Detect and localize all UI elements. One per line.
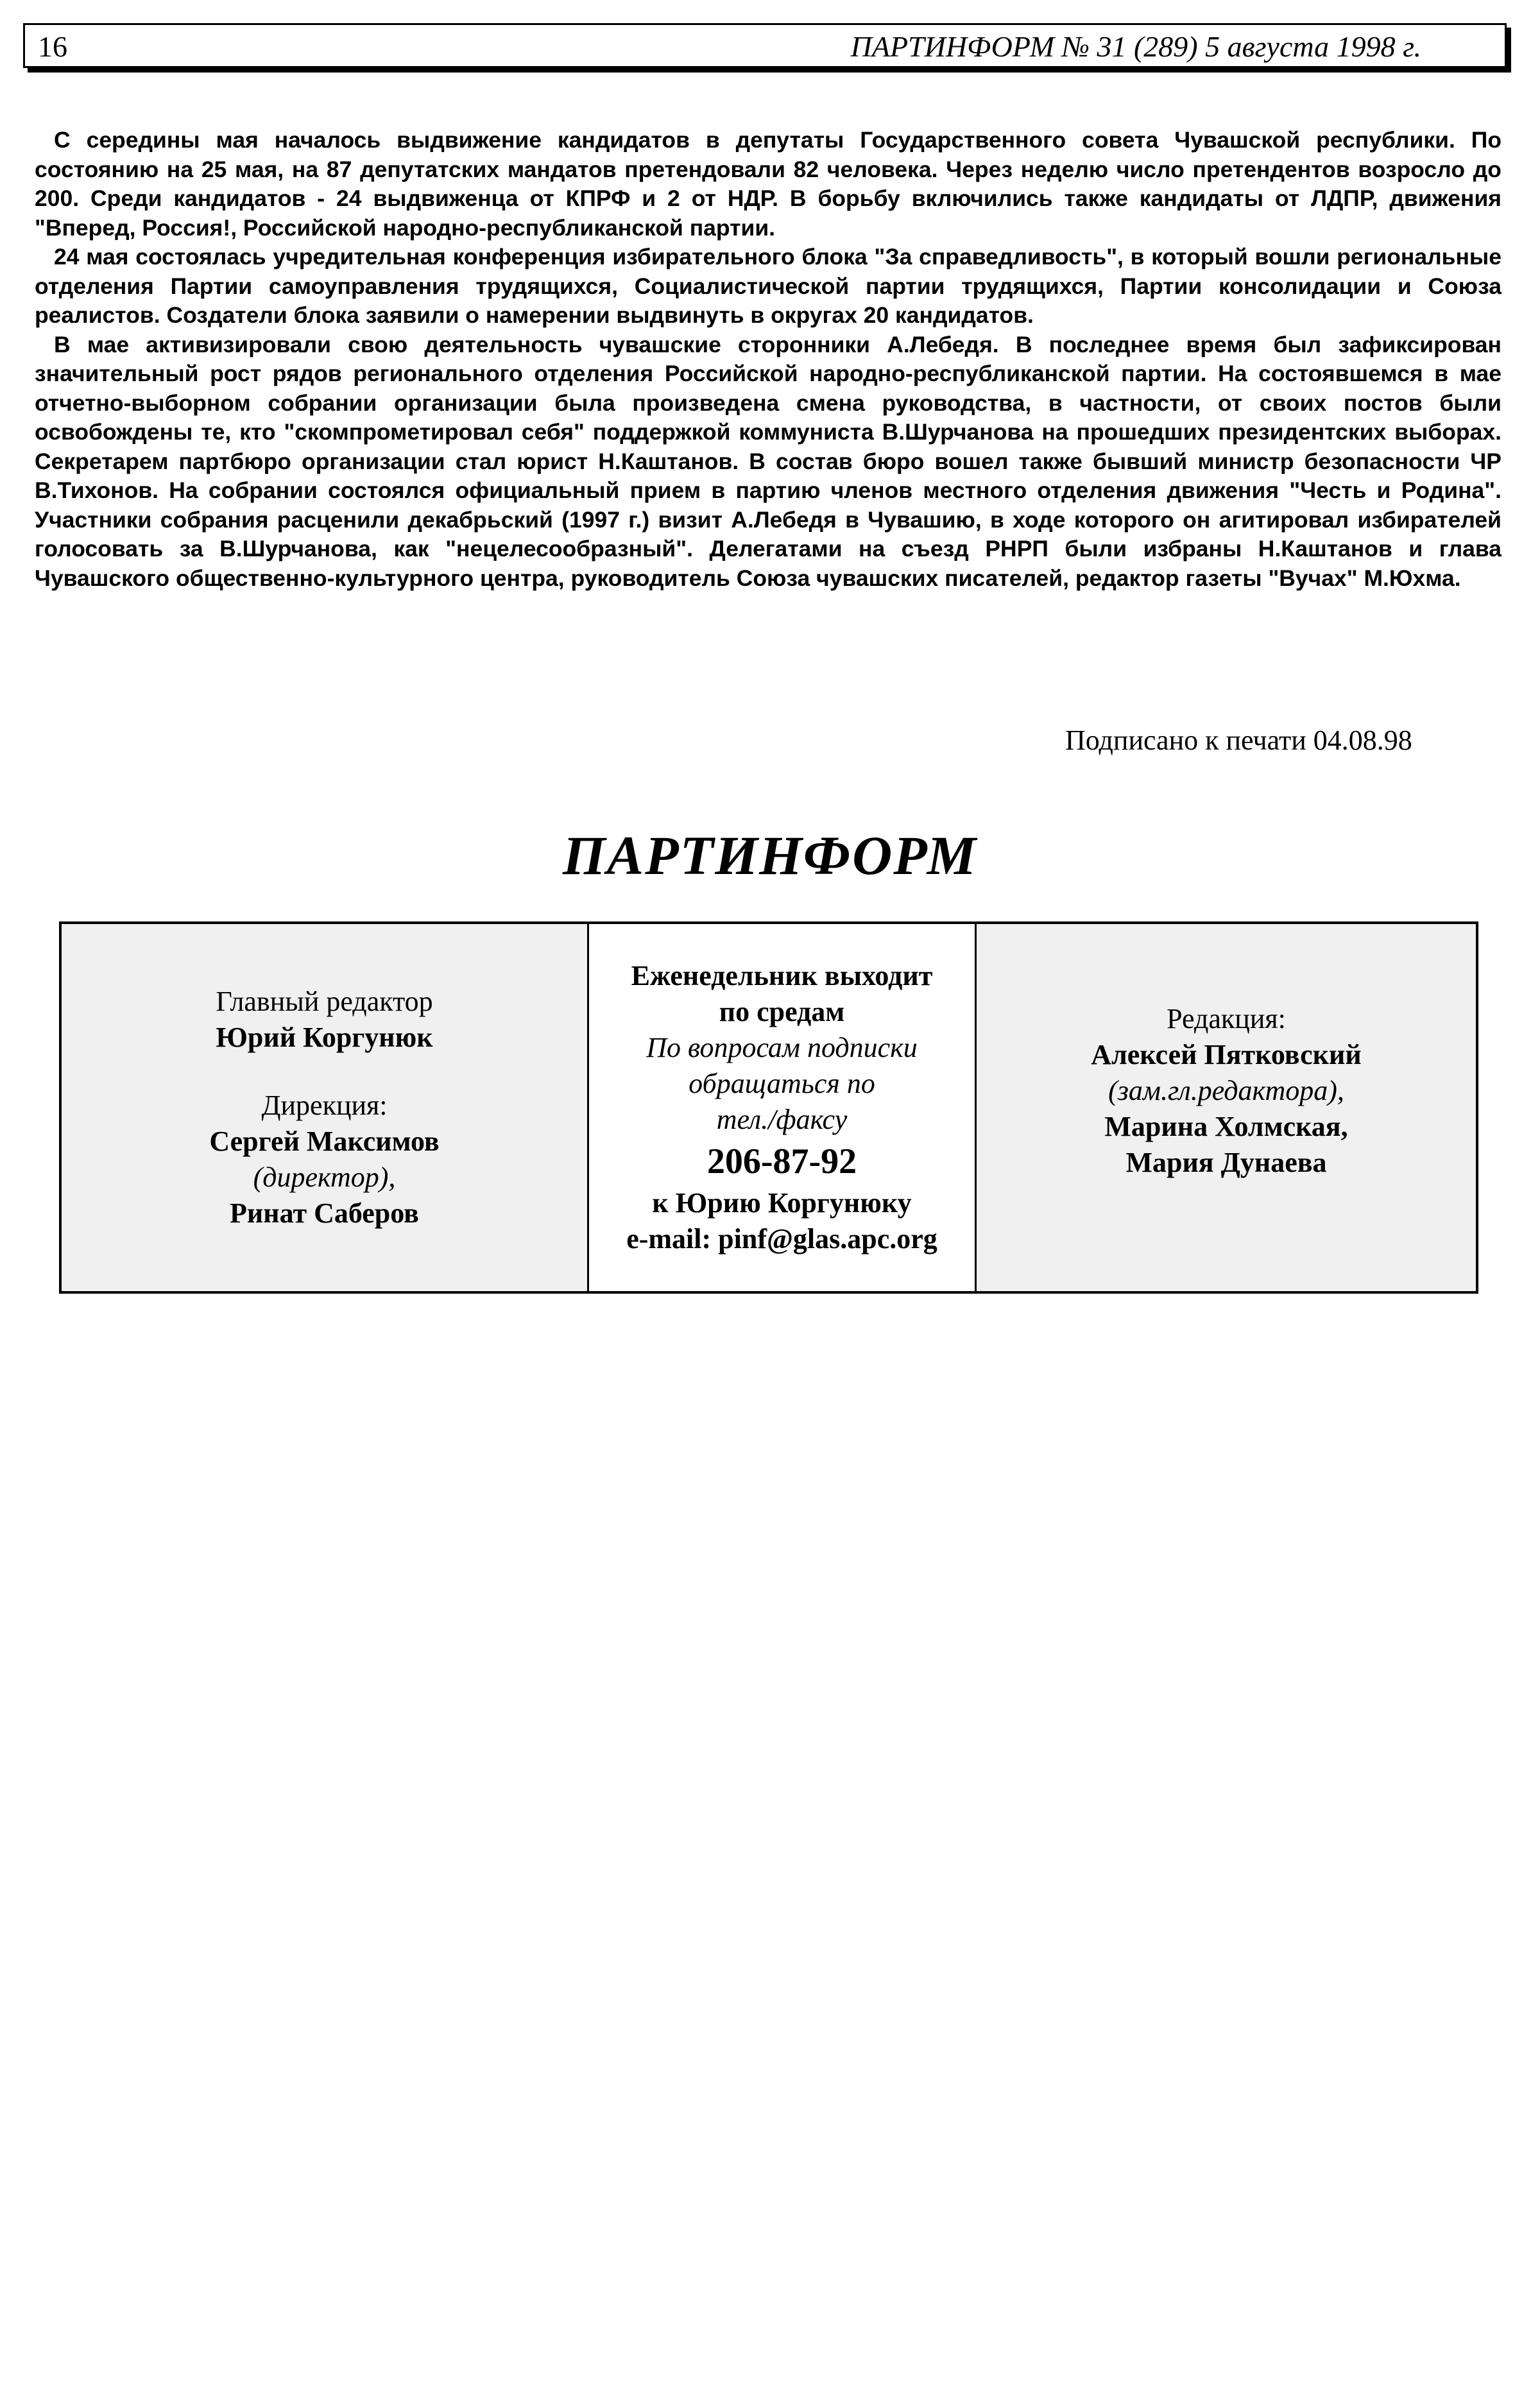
imprint-left-column <box>62 924 589 1291</box>
editorial-name-1: Алексей Пятковский <box>1091 1039 1362 1070</box>
director-role: (директор), <box>253 1161 396 1193</box>
imprint-right-column <box>977 924 1476 1291</box>
issue-info: ПАРТИНФОРМ № 31 (289) 5 августа 1998 г. <box>850 30 1421 63</box>
editorial-label: Редакция: <box>1167 1003 1286 1034</box>
article-paragraph-1: С середины мая началось выдвижение кандидатов в депутаты Государственного совета Чувашской республики. По состоянию на 25 мая, на 87 депутатских мандатов претендовали 82 человека. Через неделю число претендентов возросло до 200. Среди кандидатов - 24 выдвиженца от КПРФ и 2 от НДР. В борьбу включились также кандидаты от ЛДПР, движения "Вперед, Россия!, Российской народно-республиканской партии. <box>35 127 1502 241</box>
director-name: Сергей Максимов <box>209 1126 440 1157</box>
editorial-name-3: Мария Дунаева <box>1125 1147 1327 1178</box>
subscription-line-1: По вопросам подписки <box>646 1032 918 1063</box>
imprint-middle-column <box>589 924 977 1291</box>
contact-person: к Юрию Коргунюку <box>652 1187 912 1219</box>
email-address: e-mail: pinf@glas.apc.org <box>626 1223 937 1255</box>
page-number: 16 <box>38 30 67 63</box>
editorial-name-2: Марина Холмская, <box>1104 1111 1348 1142</box>
article-body <box>35 126 1502 593</box>
editorial-role-1: (зам.гл.редактора), <box>1108 1075 1344 1106</box>
second-director-name: Ринат Саберов <box>230 1197 419 1229</box>
signed-to-print: Подписано к печати 04.08.98 <box>1065 724 1412 756</box>
page-header <box>23 23 1507 68</box>
directorate-label: Дирекция: <box>261 1090 388 1121</box>
article-paragraph-3: В мае активизировали свою деятельность чувашские сторонники А.Лебедя. В последнее время был зафиксирован значительный рост рядов регионального отделения Российской народно-республиканской партии. На состоявшемся в мае отчетно-выборном собрании организации была произведена смена руководства, в частности, от своих постов были освобождены те, кто "скомпрометировал себя" поддержкой коммуниста В.Шурчанова на прошедших президентских выборах. Секретарем партбюро организации стал юрист Н.Каштанов. В состав бюро вошел также бывший министр безопасности ЧР В.Тихонов. На собрании состоялся официальный прием в партию членов местного отделения движения "Честь и Родина". Участники собрания расценили декабрьский (1997 г.) визит А.Лебедя в Чувашию, в ходе которого он агитировал избирателей голосовать за В.Шурчанова, как "нецелесообразный". Делегатами на съезд РНРП были избраны Н.Каштанов и глава Чувашского общественно-культурного центра, руководитель Союза чувашских писателей, редактор газеты "Вучах" М.Юхма. <box>35 331 1502 591</box>
weekly-line-1: Еженедельник выходит <box>631 960 933 991</box>
editor-label: Главный редактор <box>216 986 433 1017</box>
subscription-line-3: тел./факсу <box>716 1104 848 1135</box>
imprint-box <box>59 921 1478 1294</box>
masthead-title: ПАРТИНФОРМ <box>562 825 978 886</box>
weekly-line-2: по средам <box>719 996 845 1027</box>
editor-name: Юрий Коргунюк <box>216 1022 433 1053</box>
phone-number: 206-87-92 <box>706 1142 857 1181</box>
article-paragraph-2: 24 мая состоялась учредительная конференция избирательного блока "За справедливость", в который вошли региональные отделения Партии самоуправления трудящихся, Социалистической партии трудящихся, Партии консолидации и Союза реалистов. Создатели блока заявили о намерении выдвинуть в округах 20 кандидатов. <box>35 244 1502 328</box>
subscription-line-2: обращаться по <box>689 1068 875 1099</box>
